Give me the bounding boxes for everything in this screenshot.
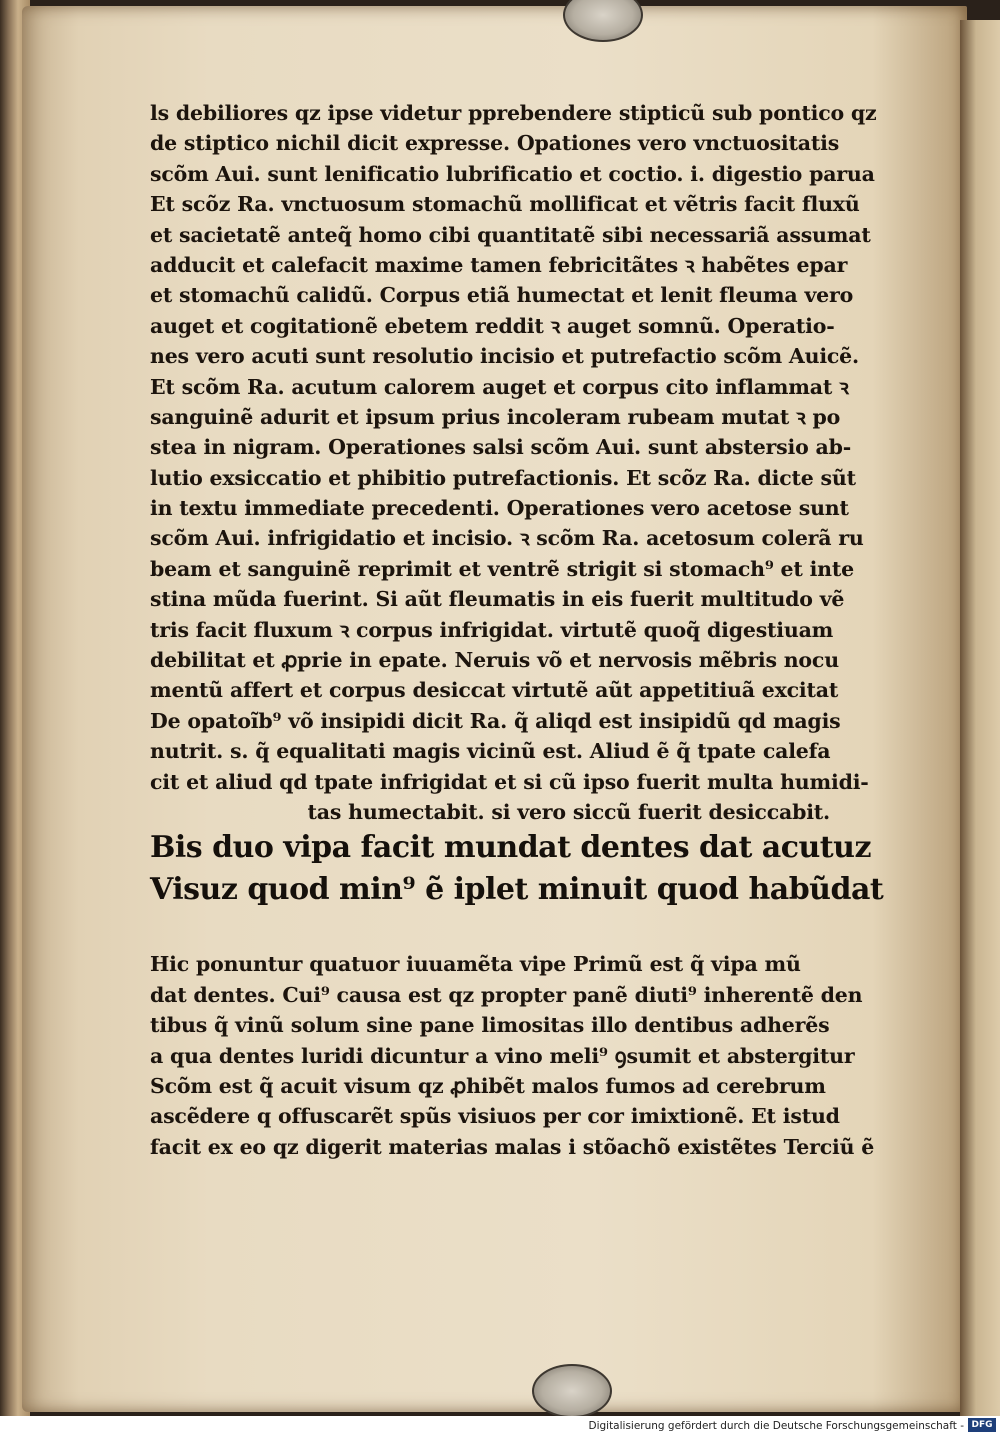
printed-text-block — [150, 98, 884, 1162]
main-text-line: nutrit. s. q̃ equalitati magis vicinũ est. Aliud ẽ q̃ tpate calefa — [150, 739, 831, 764]
main-text-line: et sacietatẽ anteq̃ homo cibi quantitatẽ sibi necessariã assumat — [150, 222, 871, 247]
commentary-line: facit ex eo qz digerit materias malas i stõachõ existẽtes Terciũ ẽ — [150, 1134, 875, 1159]
main-text-line: tris facit fluxum ꝛ corpus infrigidat. virtutẽ quoq̃ digestiuam — [150, 617, 834, 642]
footer-bar — [0, 1416, 1000, 1436]
main-text-line: De opatoĩb⁹ võ insipidi dicit Ra. q̃ aliqd est insipidũ qd magis — [150, 708, 841, 733]
commentary-line: ascẽdere q offuscarẽt spũs visiuos per cor imixtionẽ. Et istud — [150, 1104, 840, 1129]
main-text-line: lutio exsiccatio et phibitio putrefactionis. Et scõz Ra. dicte sũt — [150, 465, 856, 490]
verse-block — [150, 827, 884, 911]
main-text — [150, 98, 877, 827]
main-text-line: beam et sanguinẽ reprimit et ventrẽ strigit si stomach⁹ et inte — [150, 556, 854, 581]
dfg-logo: DFG — [968, 1418, 996, 1432]
facing-page-edge — [960, 20, 1000, 1416]
main-text-line: de stiptico nichil dicit expresse. Opationes vero vnctuositatis — [150, 131, 840, 156]
main-text-line: sanguinẽ adurit et ipsum prius incoleram rubeam mutat ꝛ po — [150, 404, 841, 429]
main-text-line: stea in nigram. Operationes salsi scõm Aui. sunt abstersio ab- — [150, 435, 852, 460]
verse-line: Visuz quod min⁹ ẽ iplet minuit quod habũdat — [150, 872, 884, 908]
main-text-line: et stomachũ calidũ. Corpus etiã humectat et lenit fleuma vero — [150, 283, 854, 308]
commentary-line: Hic ponuntur quatuor iuuamẽta vipe Primũ est q̃ vipa mũ — [150, 952, 801, 977]
main-text-line: nes vero acuti sunt resolutio incisio et putrefactio scõm Auicẽ. — [150, 344, 859, 369]
commentary-line: a qua dentes luridi dicuntur a vino meli⁹ ꝯsumit et abstergitur — [150, 1043, 855, 1068]
main-text-line: auget et cogitationẽ ebetem reddit ꝛ auget somnũ. Operatio- — [150, 313, 835, 338]
verse-line: Bis duo vipa facit mundat dentes dat acutuz — [150, 830, 871, 866]
commentary-line: Scõm est q̃ acuit visum qz ꝓhibẽt malos fumos ad cerebrum — [150, 1073, 826, 1098]
main-text-line: in textu immediate precedenti. Operationes vero acetose sunt — [150, 496, 849, 521]
commentary-text — [150, 949, 875, 1162]
main-text-line: ls debiliores qz ipse videtur pprebendere stipticũ sub pontico qz — [150, 101, 877, 125]
main-text-line: scõm Aui. infrigidatio et incisio. ꝛ scõm Ra. acetosum colerã ru — [150, 526, 864, 551]
commentary-line: tibus q̃ vinũ solum sine pane limositas illo dentibus adherẽs — [150, 1013, 830, 1038]
commentary-line: dat dentes. Cui⁹ causa est qz propter panẽ diuti⁹ inherentẽ den — [150, 982, 863, 1007]
main-text-line: Et scõz Ra. vnctuosum stomachũ mollificat et vẽtris facit fluxũ — [150, 192, 860, 217]
main-text-line: tas humectabit. si vero siccũ fuerit desiccabit. — [307, 799, 830, 824]
main-text-line: adducit et calefacit maxime tamen febricitãtes ꝛ habẽtes epar — [150, 252, 848, 277]
main-text-line: stina mũda fuerint. Si aũt fleumatis in eis fuerit multitudo vẽ — [150, 587, 845, 612]
main-text-line: cit et aliud qd tpate infrigidat et si cũ ipso fuerit multa humidi- — [150, 769, 869, 794]
page-clip-bottom — [532, 1364, 612, 1416]
main-text-line: Et scõm Ra. acutum calorem auget et corpus cito inflammat ꝛ — [150, 374, 849, 399]
main-text-line: debilitat et ꝓprie in epate. Neruis võ et nervosis mẽbris nocu — [150, 648, 839, 673]
funding-notice: Digitalisierung gefördert durch die Deutsche Forschungsgemeinschaft - — [588, 1420, 964, 1432]
main-text-line: scõm Aui. sunt lenificatio lubrificatio et coctio. i. digestio parua — [150, 161, 875, 186]
main-text-line: mentũ affert et corpus desiccat virtutẽ aũt appetitiuã excitat — [150, 678, 839, 703]
